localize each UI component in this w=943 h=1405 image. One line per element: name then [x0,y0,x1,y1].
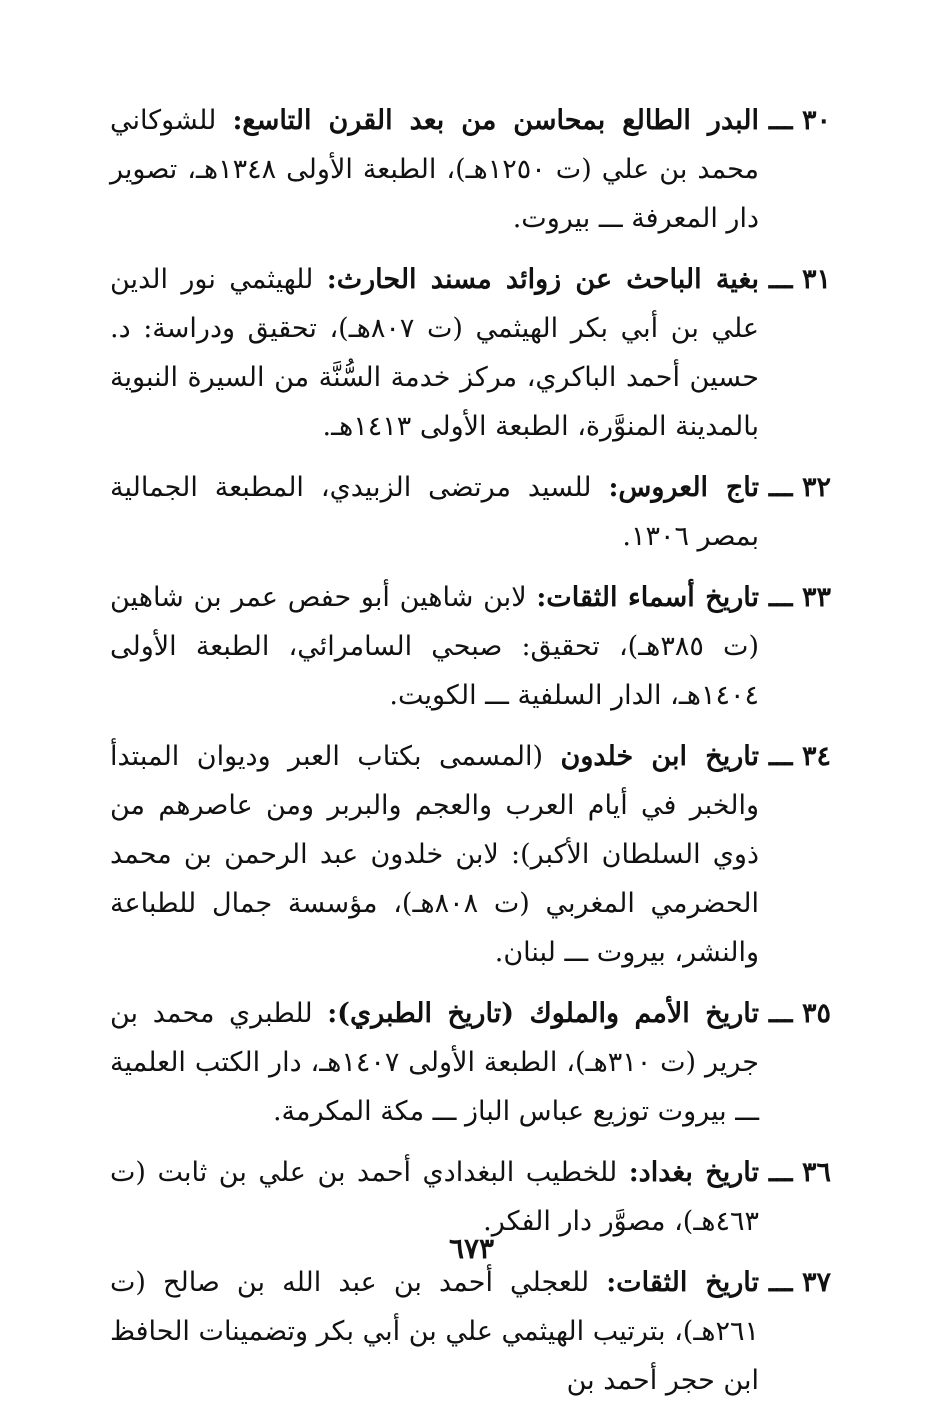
bibliography-entry-32 [110,463,831,561]
entry-text: للسيد مرتضى الزبيدي، المطبعة الجمالية بمصر ١٣٠٦. [110,472,759,552]
entry-text: لابن شاهين أبو حفص عمر بن شاهين (ت ٣٨٥هـ)، تحقيق: صبحي السامرائي، الطبعة الأولى ١٤٠٤هـ، الدار السلفية ـــ الكويت. [110,582,759,711]
bibliography-entry-33 [110,573,831,720]
entry-number: ٣٥ ـــ [768,998,831,1029]
entry-text: للشوكاني محمد بن علي (ت ١٢٥٠هـ)، الطبعة الأولى ١٣٤٨هـ، تصوير دار المعرفة ـــ بيروت. [110,105,760,234]
entry-text: للطبري محمد بن جرير (ت ٣١٠هـ)، الطبعة الأولى ١٤٠٧هـ، دار الكتب العلمية ـــ بيروت توزيع عباس الباز ـــ مكة المكرمة. [110,998,759,1127]
entry-number: ٣٦ ـــ [768,1157,831,1188]
entry-number: ٣١ ـــ [768,264,831,295]
entry-number: ٣٧ ـــ [768,1267,831,1298]
entry-text: للعجلي أحمد بن عبد الله بن صالح (ت ٢٦١هـ)، بترتيب الهيثمي علي بن أبي بكر وتضمينات الحافظ ابن حجر أحمد بن [110,1267,759,1396]
entry-text: للخطيب البغدادي أحمد بن علي بن ثابت (ت ٤٦٣هـ)، مصوَّر دار الفكر. [110,1157,759,1237]
bibliography-entry-37 [110,1258,831,1405]
entry-title: بغية الباحث عن زوائد مسند الحارث: [326,264,759,295]
entry-number: ٣٤ ـــ [768,741,831,772]
entry-text: للهيثمي نور الدين علي بن أبي بكر الهيثمي (ت ٨٠٧هـ)، تحقيق ودراسة: د. حسين أحمد الباكري، مركز خدمة السُّنَّة من السيرة النبوية بالمدينة المنوَّرة، الطبعة الأولى ١٤١٣هـ. [110,264,759,442]
entry-title: تاريخ أسماء الثقات: [536,582,759,613]
entry-title: البدر الطالع بمحاسن من بعد القرن التاسع: [232,105,759,136]
entry-number: ٣٠ ـــ [768,105,831,136]
entry-number: ٣٣ ـــ [768,582,831,613]
entry-text: (المسمى بكتاب العبر وديوان المبتدأ والخبر في أيام العرب والعجم والبربر ومن عاصرهم من ذوي السلطان الأكبر): لابن خلدون عبد الرحمن بن محمد الحضرمي المغربي (ت ٨٠٨هـ)، مؤسسة جمال للطباعة والنشر، بيروت ـــ لبنان. [110,741,759,968]
bibliography-entry-34 [110,732,831,977]
bibliography-entry-31 [110,255,831,451]
entry-title: تاريخ ابن خلدون [560,741,759,772]
page-number: ٦٧٣ [448,1232,495,1265]
entry-title: تاريخ الأمم والملوك (تاريخ الطبري): [327,998,759,1029]
entry-title: تاج العروس: [608,472,759,503]
bibliography-entry-35 [110,989,831,1136]
entry-number: ٣٢ ـــ [768,472,831,503]
bibliography-entry-30 [110,96,831,243]
entry-title: تاريخ الثقات: [606,1267,759,1298]
entry-title: تاريخ بغداد: [628,1157,759,1188]
